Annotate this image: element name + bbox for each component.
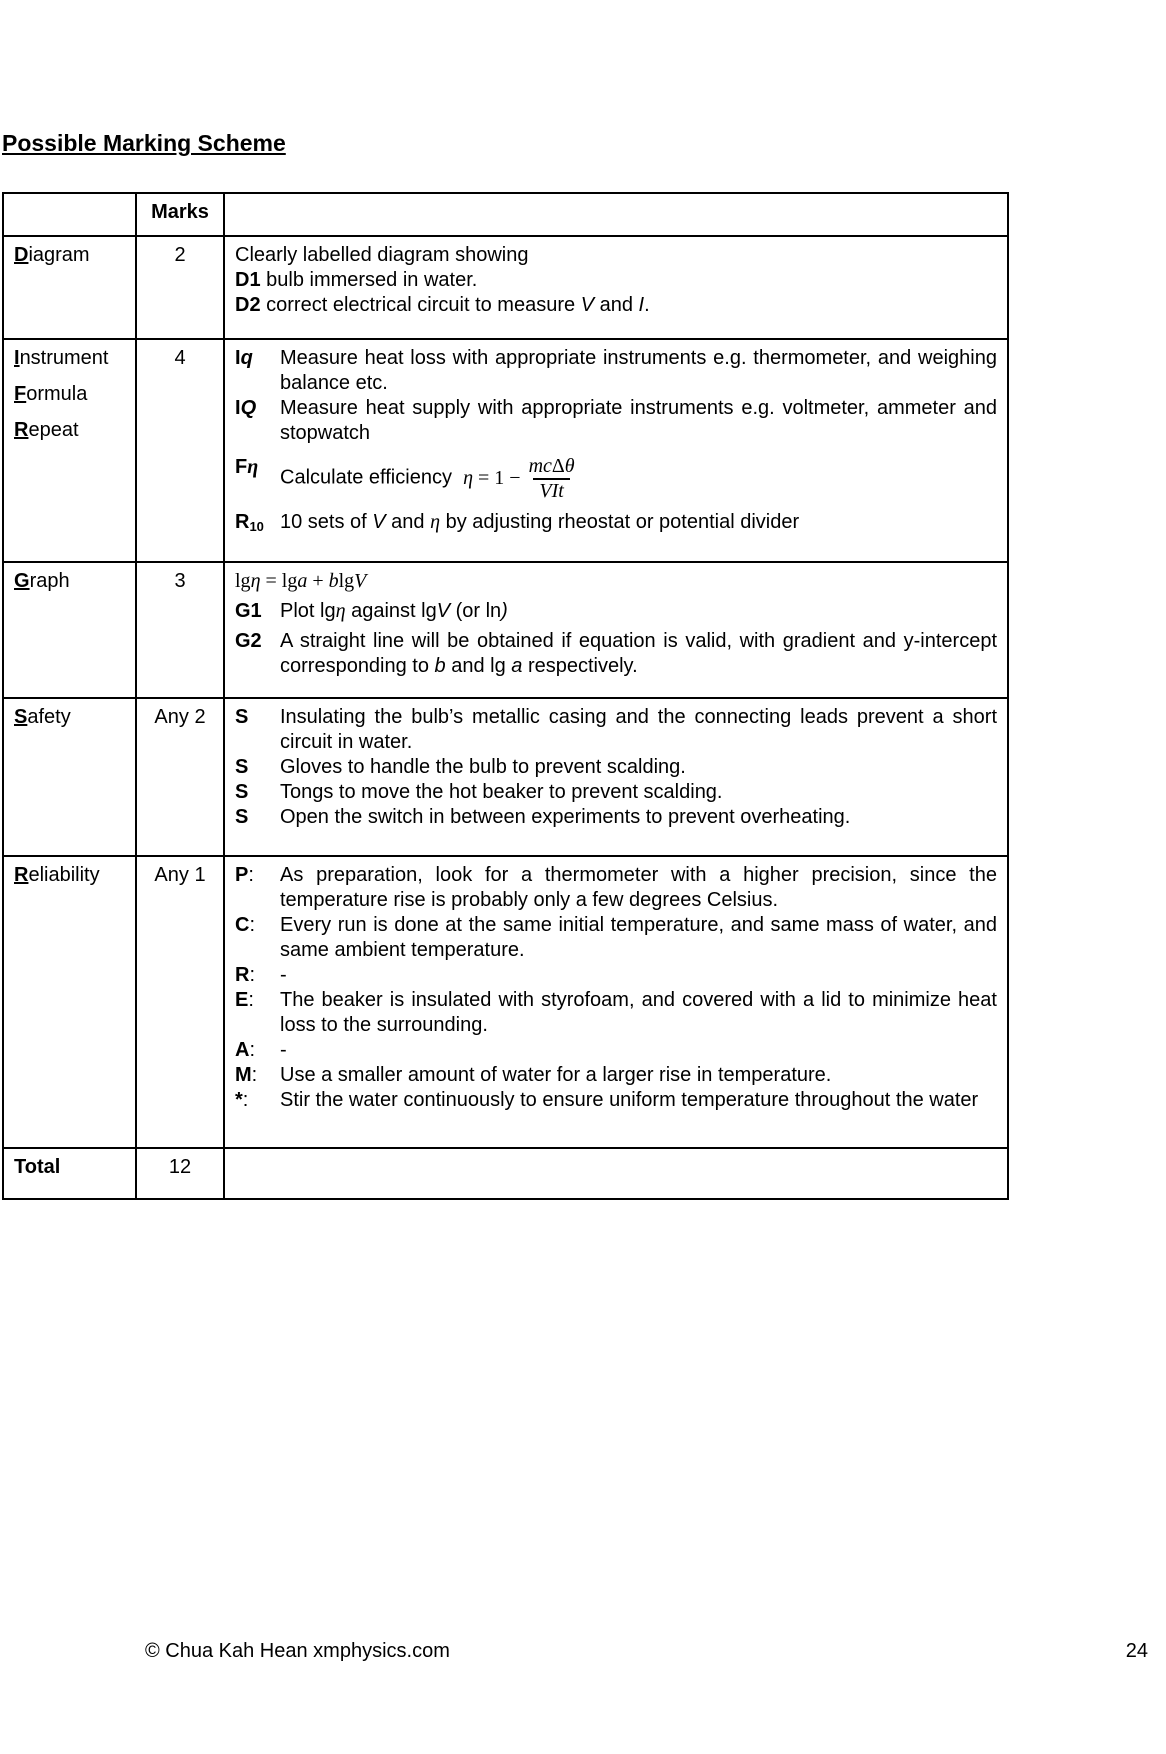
marks-cell-instrument: 4 bbox=[136, 339, 224, 562]
criterion-code: C: bbox=[235, 914, 256, 936]
criterion-r10: $R_{10}$ 10 sets of V and η by adjusting rheostat or potential divider bbox=[235, 510, 997, 539]
criterion-g1: G1 Plot lgη against lgV (or ln) bbox=[235, 600, 508, 622]
safety-item: S Gloves to handle the bulb to prevent scalding. bbox=[235, 756, 686, 778]
category-initial: D bbox=[14, 244, 29, 266]
reliability-item-c: C: Every run is done at the same initial temperature, and same mass of water, and same ambient temperature. bbox=[235, 914, 997, 961]
reliability-item-star: *: Stir the water continuously to ensure uniform temperature throughout the water bbox=[235, 1089, 979, 1111]
criterion-code: *: bbox=[235, 1089, 249, 1111]
table-row-diagram bbox=[3, 236, 1008, 339]
criterion-code: E: bbox=[235, 989, 254, 1011]
table-row-graph bbox=[3, 562, 1008, 698]
total-label-cell: Total bbox=[3, 1148, 136, 1199]
criterion-code: M: bbox=[235, 1064, 258, 1086]
footer-page-number: 24 bbox=[1125, 1640, 1148, 1662]
category-rest: iagram bbox=[28, 244, 90, 266]
criterion-d2: D2 correct electrical circuit to measure V and I. bbox=[235, 294, 650, 316]
safety-item: S Tongs to move the hot beaker to prevent scalding. bbox=[235, 781, 723, 803]
reliability-item-r: R: - bbox=[235, 964, 287, 986]
category-cell-graph: Graph bbox=[3, 562, 136, 698]
math-var-v: V bbox=[580, 294, 595, 316]
category-repeat: Repeat bbox=[14, 419, 79, 441]
category-formula: Formula bbox=[14, 383, 88, 405]
criterion-code: G2 bbox=[235, 630, 262, 652]
marking-scheme-table bbox=[2, 192, 1009, 1200]
category-cell-reliability: Reliability bbox=[3, 856, 136, 1148]
description-cell-graph bbox=[224, 562, 1008, 698]
safety-item: S Insulating the bulb’s metallic casing and the connecting leads prevent a short circuit in water. bbox=[235, 706, 997, 753]
criterion-code: $R_{10}$ bbox=[235, 511, 264, 534]
efficiency-formula: η = 1 − $\frac{\text{mcΔθ}}{\text{VIt}}$ bbox=[463, 467, 578, 489]
criterion-code: D2 bbox=[235, 294, 261, 316]
criterion-code: D1 bbox=[235, 269, 261, 291]
criterion-iQ: IQ Measure heat supply with appropriate instruments e.g. voltmeter, ammeter and stopwatch bbox=[235, 397, 997, 444]
criterion-code: Fη bbox=[235, 456, 259, 478]
table-row-total bbox=[3, 1148, 1008, 1199]
criterion-code: S bbox=[235, 756, 249, 778]
category-cell-instrument bbox=[3, 339, 136, 562]
total-marks-cell: 12 bbox=[136, 1148, 224, 1199]
marks-cell-diagram: 2 bbox=[136, 236, 224, 339]
reliability-item-p: P: As preparation, look for a thermometer with a higher precision, since the temperature rise is probably only a few degrees Celsius. bbox=[235, 864, 997, 911]
criterion-code: S bbox=[235, 806, 249, 828]
criterion-g2: G2 A straight line will be obtained if equation is valid, with gradient and y-intercept corresponding to b and lg a respectively. bbox=[235, 630, 997, 677]
description-cell-instrument bbox=[224, 339, 1008, 562]
criterion-code: G1 bbox=[235, 600, 262, 622]
criterion-f-eta: Fη Calculate efficiency η = 1 − $\frac{\text{mcΔθ}}{\text{VIt}}$ bbox=[235, 455, 997, 503]
marks-cell-safety: Any 2 bbox=[136, 698, 224, 856]
criterion-code: R: bbox=[235, 964, 256, 986]
description-cell-reliability bbox=[224, 856, 1008, 1148]
criterion-code: IQ bbox=[235, 397, 257, 419]
math-var-eta: η bbox=[430, 511, 441, 533]
criterion-intro: Clearly labelled diagram showing bbox=[235, 244, 529, 266]
total-description-cell bbox=[224, 1148, 1008, 1199]
criterion-code: A: bbox=[235, 1039, 256, 1061]
marks-cell-reliability: Any 1 bbox=[136, 856, 224, 1148]
description-cell-safety bbox=[224, 698, 1008, 856]
header-description-cell bbox=[224, 193, 1008, 236]
table-row-instrument bbox=[3, 339, 1008, 562]
footer-copyright: © Chua Kah Hean xmphysics.com bbox=[145, 1640, 450, 1662]
reliability-item-a: A: - bbox=[235, 1039, 287, 1061]
safety-item: S Open the switch in between experiments to prevent overheating. bbox=[235, 806, 851, 828]
reliability-item-m: M: Use a smaller amount of water for a larger rise in temperature. bbox=[235, 1064, 832, 1086]
category-instrument: Instrument bbox=[14, 347, 109, 369]
math-var-v: V bbox=[372, 511, 386, 533]
criterion-code: S bbox=[235, 781, 249, 803]
criterion-code: P: bbox=[235, 864, 254, 886]
fraction: $\frac{\text{mcΔθ}}{\text{VIt}}$ bbox=[528, 455, 575, 502]
criterion-d1: D1 bulb immersed in water. bbox=[235, 269, 478, 291]
table-row-reliability bbox=[3, 856, 1008, 1148]
criterion-code: S bbox=[235, 706, 249, 728]
description-cell-diagram bbox=[224, 236, 1008, 339]
marks-cell-graph: 3 bbox=[136, 562, 224, 698]
table-row-safety bbox=[3, 698, 1008, 856]
log-equation: lgη = lga + blgV bbox=[235, 570, 367, 592]
criterion-code: Iq bbox=[235, 347, 253, 369]
math-var-i: I bbox=[638, 294, 645, 316]
header-category-cell bbox=[3, 193, 136, 236]
criterion-iq: Iq Measure heat loss with appropriate instruments e.g. thermometer, and weighing balance etc. bbox=[235, 347, 997, 394]
category-cell-diagram bbox=[3, 236, 136, 339]
table-header-row bbox=[3, 193, 1008, 236]
reliability-item-e: E: The beaker is insulated with styrofoam, and covered with a lid to minimize heat loss to the surrounding. bbox=[235, 989, 997, 1036]
category-cell-safety: Safety bbox=[3, 698, 136, 856]
header-marks-cell: Marks bbox=[136, 193, 224, 236]
page-title: Possible Marking Scheme bbox=[2, 130, 286, 156]
